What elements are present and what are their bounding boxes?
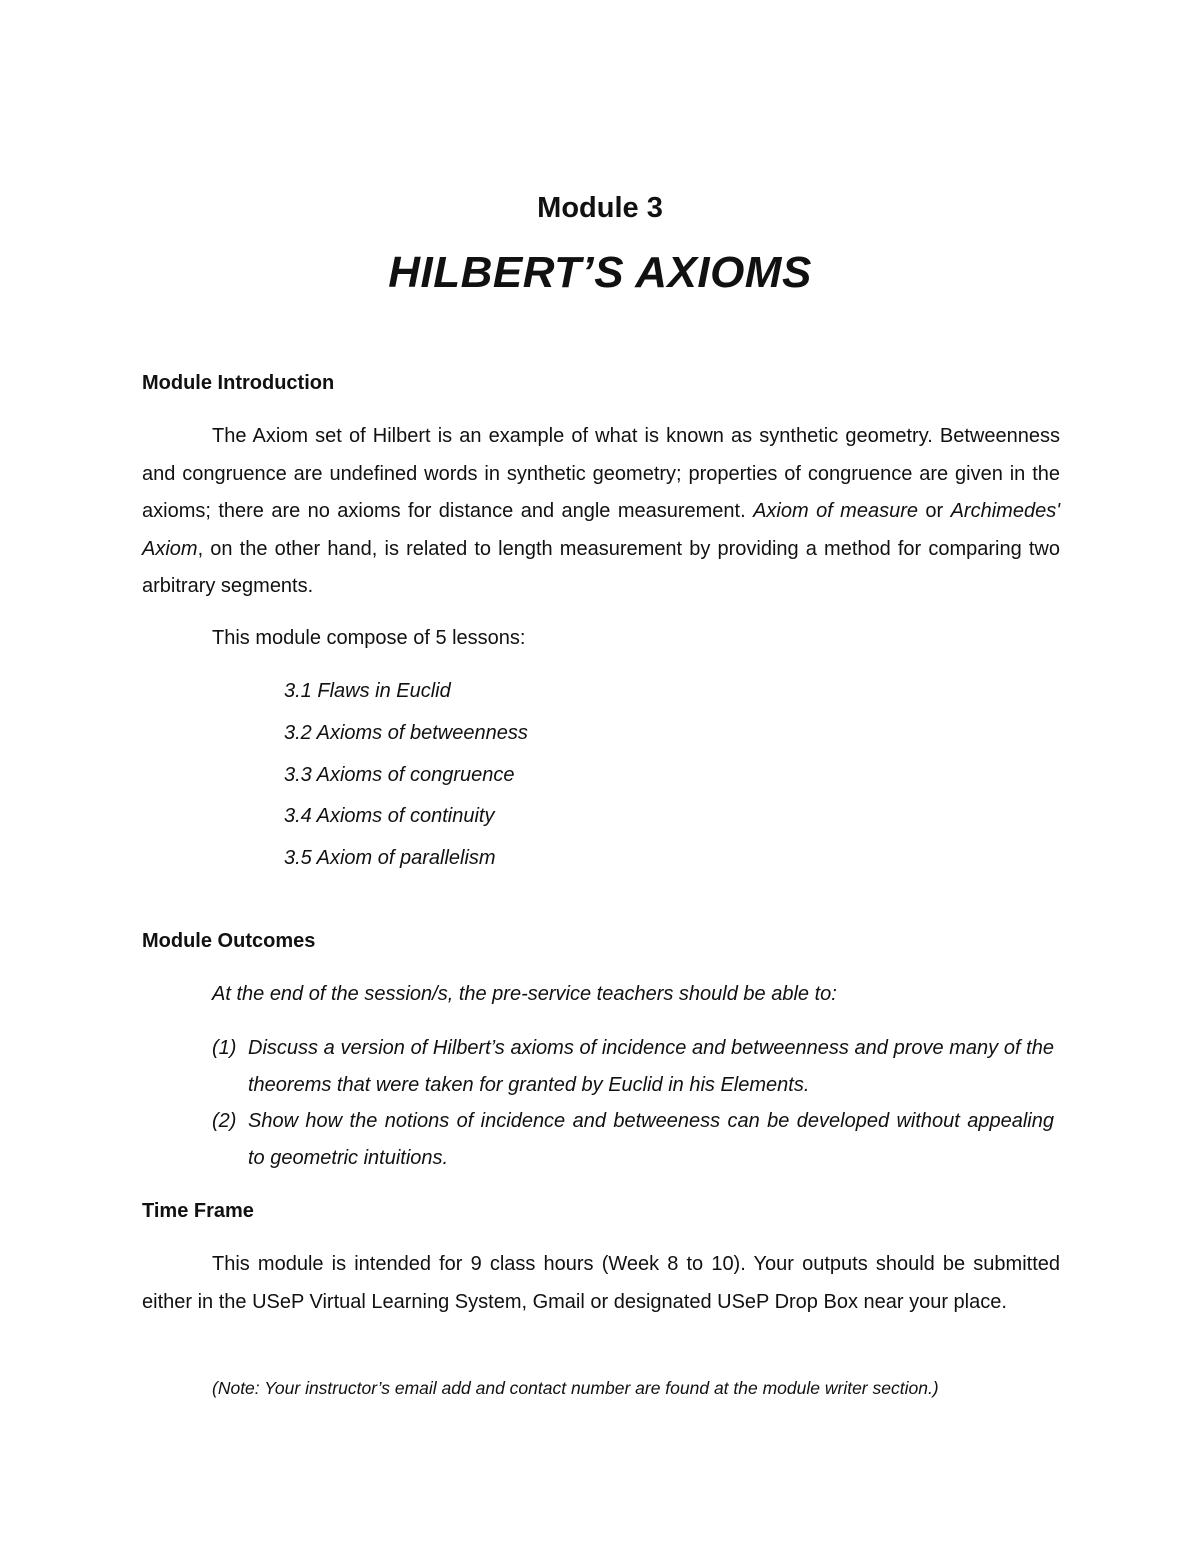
lesson-item: 3.2 Axioms of betweenness [284,722,528,744]
lesson-item: 3.1 Flaws in Euclid [284,680,451,702]
outcome-item [212,1103,1054,1177]
module-number: Module 3 [537,192,663,224]
outcome-number: (2) [212,1110,237,1132]
instructor-note: (Note: Your instructor’s email add and contact number are found at the module writer section.) [212,1378,939,1398]
outcome-text: Show how the notions of incidence and betweeness can be developed without appealing to geometric intuitions. [248,1110,1054,1169]
time-frame-paragraph [142,1246,1060,1321]
axiom-of-measure-term: Axiom of measure [753,500,918,522]
lesson-item: 3.5 Axiom of parallelism [284,847,496,869]
introduction-text-b: or [917,500,951,522]
outcome-number: (1) [212,1037,237,1059]
lesson-item: 3.4 Axioms of continuity [284,805,495,827]
outcome-text: Discuss a version of Hilbert’s axioms of incidence and betweenness and prove many of the theorems that were taken for granted by Euclid in his Elements. [248,1037,1054,1096]
introduction-paragraph [142,418,1060,606]
page-title: HILBERT’S AXIOMS [388,248,812,297]
lesson-item: 3.3 Axioms of congruence [284,764,515,786]
lessons-intro: This module compose of 5 lessons: [212,627,526,649]
outcomes-intro: At the end of the session/s, the pre-service teachers should be able to: [212,983,837,1005]
introduction-text-a: The Axiom set of Hilbert is an example of what is known as synthetic geometry. Betweenness and congruence are undefined words in synthetic geometry; properties of congruence are given in the axioms; there are no axioms for distance and angle measurement. [142,425,1060,522]
time-frame-text: This module is intended for 9 class hours (Week 8 to 10). Your outputs should be submitted either in the USeP Virtual Learning System, Gmail or designated USeP Drop Box near your place. [142,1253,1060,1313]
section-heading-outcomes: Module Outcomes [142,930,316,952]
outcome-item [212,1030,1054,1104]
introduction-text-c: , on the other hand, is related to length measurement by providing a method for comparing two arbitrary segments. [142,537,1060,597]
section-heading-introduction: Module Introduction [142,372,335,394]
section-heading-time-frame: Time Frame [142,1200,254,1222]
archimedes-axiom-term: Archimedes' Axiom [142,500,1061,560]
